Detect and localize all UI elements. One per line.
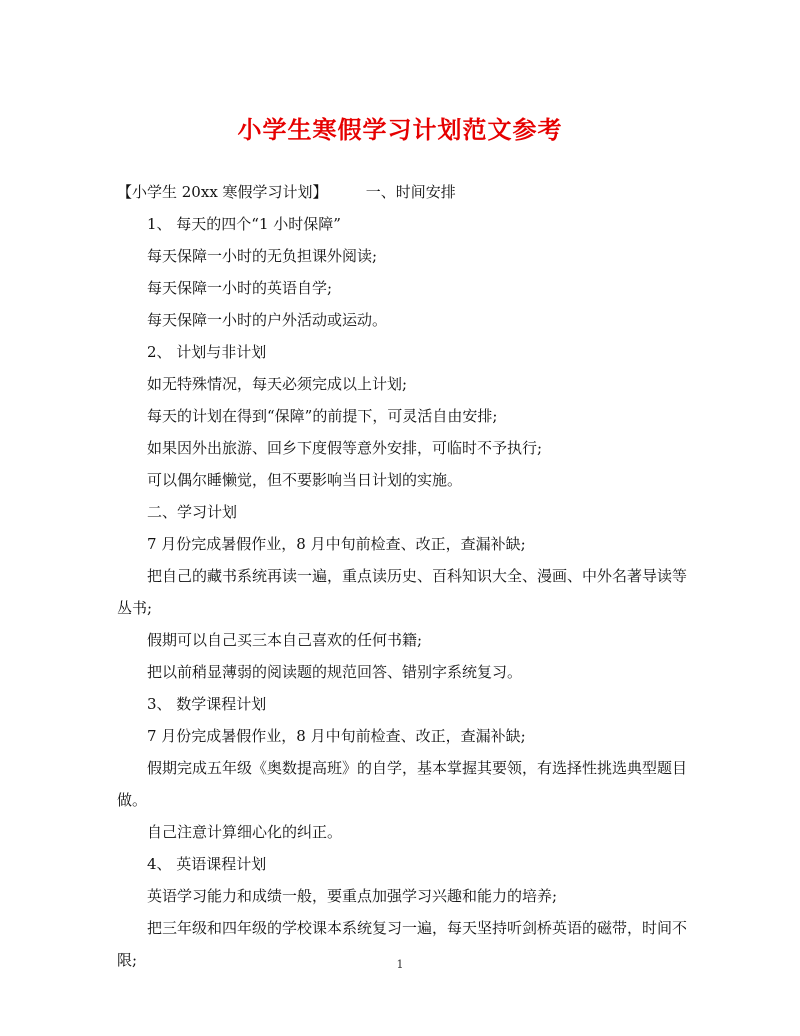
paragraph: 7 月份完成暑假作业，8 月中旬前检查、改正，查漏补缺; xyxy=(147,727,526,745)
paragraph: 如无特殊情况，每天必须完成以上计划; xyxy=(147,375,408,393)
paragraph: 假期完成五年级《奥数提高班》的自学，基本掌握其要领，有选择性挑选典型题目做。 xyxy=(117,759,688,809)
paragraph: 可以偶尔睡懒觉，但不要影响当日计划的实施。 xyxy=(147,471,463,489)
document-title: 小学生寒假学习计划范文参考 xyxy=(237,115,563,144)
section-heading-study-plan: 二、学习计划 xyxy=(147,503,238,521)
paragraph: 每天保障一小时的户外活动或运动。 xyxy=(147,311,388,329)
paragraph: 假期可以自己买三本自己喜欢的任何书籍; xyxy=(147,631,423,649)
paragraph: 每天保障一小时的英语自学; xyxy=(147,279,333,297)
page-number: 1 xyxy=(396,958,404,971)
paragraph: 把以前稍显薄弱的阅读题的规范回答、错别字系统复习。 xyxy=(147,663,523,681)
paragraph-intro: 【小学生 20xx 寒假学习计划】 一、时间安排 xyxy=(117,183,456,201)
paragraph-item-2: 2、 计划与非计划 xyxy=(147,343,267,361)
paragraph: 每天的计划在得到“保障”的前提下，可灵活自由安排; xyxy=(147,407,498,425)
paragraph-item-1: 1、 每天的四个“1 小时保障” xyxy=(147,215,341,233)
document-body xyxy=(117,176,689,976)
paragraph-item-4: 4、 英语课程计划 xyxy=(147,855,267,873)
paragraph: 英语学习能力和成绩一般，要重点加强学习兴趣和能力的培养; xyxy=(147,887,558,905)
paragraph: 把自己的藏书系统再读一遍，重点读历史、百科知识大全、漫画、中外名著导读等丛书; xyxy=(117,567,688,617)
paragraph: 每天保障一小时的无负担课外阅读; xyxy=(147,247,378,265)
paragraph-item-3: 3、 数学课程计划 xyxy=(147,695,267,713)
paragraph: 7 月份完成暑假作业，8 月中旬前检查、改正，查漏补缺; xyxy=(147,535,526,553)
paragraph: 把三年级和四年级的学校课本系统复习一遍，每天坚持听剑桥英语的磁带，时间不限; xyxy=(117,919,688,969)
paragraph: 如果因外出旅游、回乡下度假等意外安排，可临时不予执行; xyxy=(147,439,543,457)
paragraph: 自己注意计算细心化的纠正。 xyxy=(147,823,343,841)
